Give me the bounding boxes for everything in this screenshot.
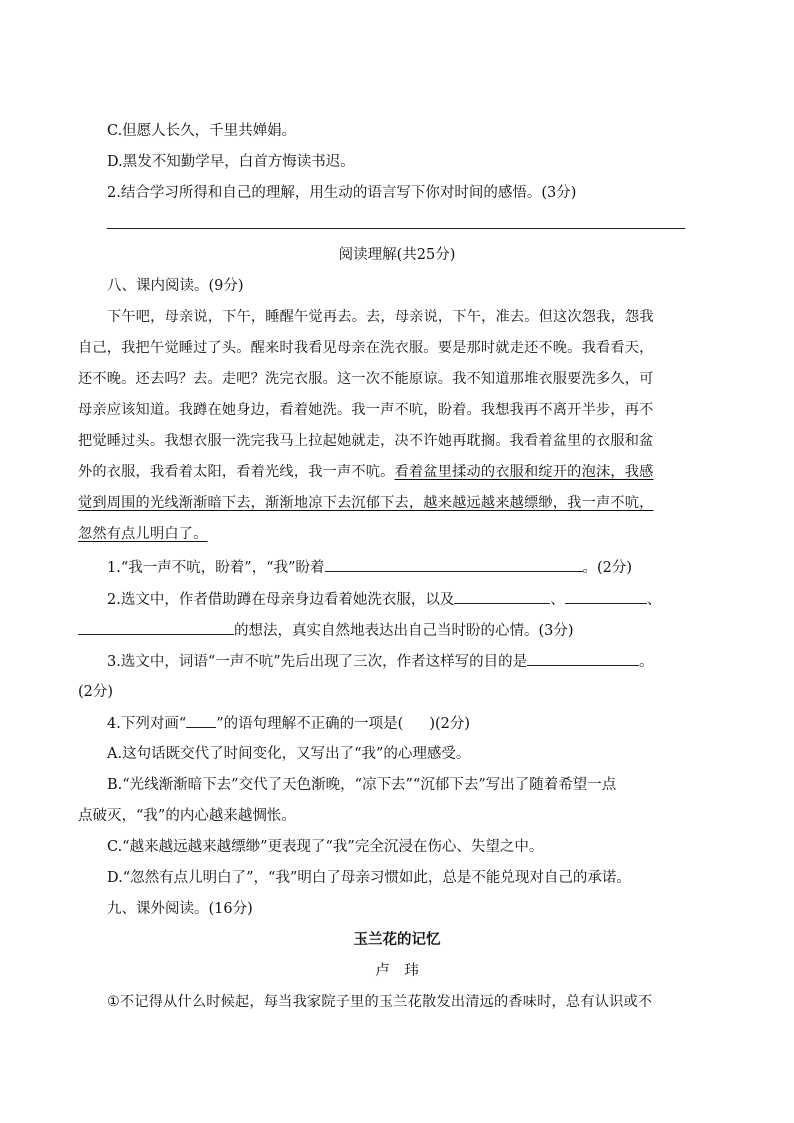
q7-question-2: 2.结合学习所得和自己的理解，用生动的语言写下你对时间的感悟。(3分) (107, 185, 577, 201)
passage-line-2: 自己，我把午觉睡过了头。醒来时我看见母亲在洗衣服。要是那时就走还不晚。我看看天， (78, 340, 654, 356)
s8-option-d: D.“忽然有点儿明白了”，“我”明白了母亲习惯如此，总是不能兑现对自己的承诺。 (107, 870, 631, 886)
s8-option-c: C.“越来越远越来越缥缈”更表现了“我”完全沉浸在伤心、失望之中。 (107, 839, 544, 855)
underline-mark (186, 713, 216, 728)
section-title: 阅读理解(共25分) (338, 247, 456, 263)
q7-option-c: C.但愿人长久，千里共婵娟。 (107, 123, 297, 139)
s8-question-3-score: (2分) (78, 684, 114, 700)
q7-option-d: D.黑发不知勤学早，白首方悔读书迟。 (107, 154, 355, 170)
underlined-sentence-part-3: 忽然有点儿明白了。 (78, 526, 208, 542)
s8-question-2: 2.选文中，作者借助蹲在母亲身边看着她洗衣服，以及 、 、 (107, 589, 661, 610)
s8-option-b-cont: 点破灭，“我”的内心越来越惆怅。 (78, 808, 296, 824)
passage-line-5: 把觉睡过头。我想衣服一洗完我马上拉起她就走，决不许她再耽搁。我看着盆里的衣服和盆 (78, 433, 654, 449)
s8-question-1: 1.“我一声不吭，盼着”，“我”盼着 。(2分) (107, 557, 632, 578)
answer-blank[interactable] (527, 651, 639, 666)
answer-blank[interactable] (565, 589, 647, 604)
underlined-sentence-part-2: 觉到周围的光线渐渐暗下去，渐渐地凉下去沉郁下去，越来越远越来越缥缈，我一声不吭， (78, 495, 654, 511)
s8-option-b: B.“光线渐渐暗下去”交代了天色渐晚，“凉下去”“沉郁下去”写出了随着希望一点 (107, 777, 617, 793)
answer-blank[interactable] (78, 620, 234, 635)
passage-line-6 (78, 462, 718, 482)
underlined-sentence-part-1: 看着盆里揉动的衣服和绽开的泡沫，我感 (394, 464, 654, 480)
s8-question-2-cont: 的想法，真实自然地表达出自己当时盼的心情。(3分) (78, 620, 574, 641)
s8-option-a: A.这句话既交代了时间变化，又写出了“我”的心理感受。 (107, 746, 471, 762)
article-title: 玉兰花的记忆 (353, 931, 441, 948)
s8-question-4: 4.下列对画“ ”的语句理解不正确的一项是( )(2分) (107, 713, 470, 734)
passage-line-4: 母亲应该知道。我蹲在她身边，看着她洗。我一声不吭，盼着。我想我再不离开半步，再不 (78, 402, 654, 418)
answer-blank[interactable] (454, 589, 550, 604)
answer-line (107, 228, 685, 229)
s8-question-3: 3.选文中，词语“一声不吭”先后出现了三次，作者这样写的目的是 。 (107, 651, 654, 672)
article-author: 卢 玮 (375, 963, 419, 979)
passage-line-1: 下午吧，母亲说，下午，睡醒午觉再去。去，母亲说，下午，准去。但这次怨我，怨我 (107, 309, 654, 325)
passage-line-3: 还不晚。还去吗？去。走吧？洗完衣服。这一次不能原谅。我不知道那堆衣服要洗多久，可 (78, 371, 654, 387)
section-8-heading: 八、课内阅读。(9分) (107, 278, 244, 294)
answer-blank[interactable] (325, 557, 583, 572)
section-9-heading: 九、课外阅读。(16分) (107, 901, 253, 917)
article-paragraph-1: ①不记得从什么时候起，每当我家院子里的玉兰花散发出清远的香味时，总有认识或不 (107, 994, 653, 1010)
passage-line-6-plain: 外的衣服，我看着太阳，看着光线，我一声不吭。 (78, 464, 395, 480)
